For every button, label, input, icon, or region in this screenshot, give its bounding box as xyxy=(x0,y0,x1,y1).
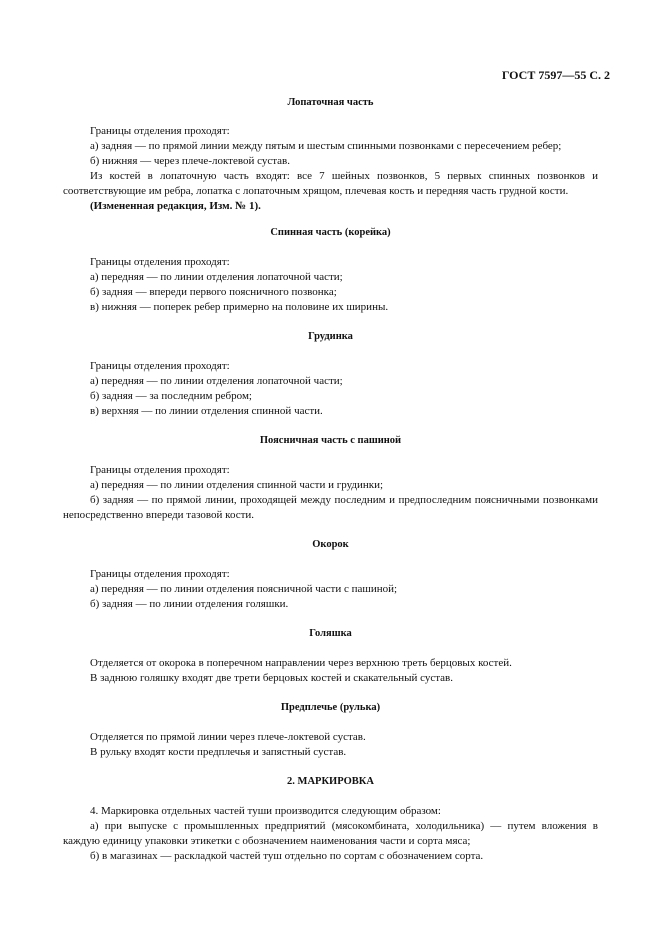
paragraph: б) задняя — по линии отделения голяшки. xyxy=(90,598,289,610)
paragraph: а) передняя — по линии отделения лопаточной части; xyxy=(90,271,343,283)
paragraph: Отделяется от окорока в поперечном направлении через верхнюю треть берцовых костей. xyxy=(90,657,512,669)
section-title: Голяшка xyxy=(309,628,352,639)
standard-page-header: ГОСТ 7597—55 С. 2 xyxy=(501,68,610,82)
paragraph: Границы отделения проходят: xyxy=(90,125,230,137)
paragraph: Отделяется по прямой линии через плече-локтевой сустав. xyxy=(90,731,366,743)
paragraph: Границы отделения проходят: xyxy=(90,568,230,580)
paragraph: а) передняя — по линии отделения поясничной части с пашиной; xyxy=(90,583,398,595)
section-brisket xyxy=(63,329,598,419)
section-title: Окорок xyxy=(312,539,349,550)
paragraph: В рульку входят кости предплечья и запястный сустав. xyxy=(90,746,347,758)
amendment-note: (Измененная редакция, Изм. № 1). xyxy=(90,200,261,212)
section-marking xyxy=(63,774,598,864)
paragraph: б) нижняя — через плече-локтевой сустав. xyxy=(90,155,290,167)
paragraph: а) при выпуске с промышленных предприятий (мясокомбината, холодильника) — путем вложения в каждую единицу упаковки этикетки с обозначением наименования части и сорта мяса; xyxy=(63,820,598,847)
section-forearm xyxy=(63,700,598,760)
paragraph: 4. Маркировка отдельных частей туши производится следующим образом: xyxy=(90,805,441,817)
section-loin-part xyxy=(63,225,598,315)
paragraph: а) задняя — по прямой линии между пятым и шестым спинными позвонками с пересечением ребер; xyxy=(90,140,562,152)
document-body xyxy=(63,95,598,864)
section-title: Лопаточная часть xyxy=(287,97,374,108)
paragraph: б) задняя — впереди первого поясничного позвонка; xyxy=(90,286,337,298)
paragraph: а) передняя — по линии отделения спинной части и грудинки; xyxy=(90,479,384,491)
paragraph: б) в магазинах — раскладкой частей туш отдельно по сортам с обозначением сорта. xyxy=(90,850,484,862)
paragraph: Границы отделения проходят: xyxy=(90,360,230,372)
paragraph: а) передняя — по линии отделения лопаточной части; xyxy=(90,375,343,387)
paragraph: б) задняя — по прямой линии, проходящей между последним и предпоследним поясничными позвонками непосредственно впереди тазовой кости. xyxy=(63,494,598,521)
section-title: Грудинка xyxy=(308,331,353,342)
section-title: 2. МАРКИРОВКА xyxy=(287,776,374,787)
section-title: Спинная часть (корейка) xyxy=(270,227,391,238)
section-shoulder-part xyxy=(63,95,598,214)
paragraph: б) задняя — за последним ребром; xyxy=(90,390,252,402)
paragraph: Из костей в лопаточную часть входят: все 7 шейных позвонков, 5 первых спинных позвонков и соответствующие им ребра, лопатка с лопаточным хрящом, плечевая кость и передняя часть грудной кости. xyxy=(63,170,598,197)
paragraph: Границы отделения проходят: xyxy=(90,256,230,268)
section-title: Предплечье (рулька) xyxy=(280,702,381,713)
section-ham xyxy=(63,537,598,612)
section-shank xyxy=(63,626,598,686)
paragraph: в) верхняя — по линии отделения спинной части. xyxy=(90,405,323,417)
section-lumbar-part xyxy=(63,433,598,523)
paragraph: Границы отделения проходят: xyxy=(90,464,230,476)
section-title: Поясничная часть с пашиной xyxy=(259,435,402,446)
paragraph: В заднюю голяшку входят две трети берцовых костей и скакательный сустав. xyxy=(90,672,454,684)
paragraph: в) нижняя — поперек ребер примерно на половине их ширины. xyxy=(90,301,389,313)
